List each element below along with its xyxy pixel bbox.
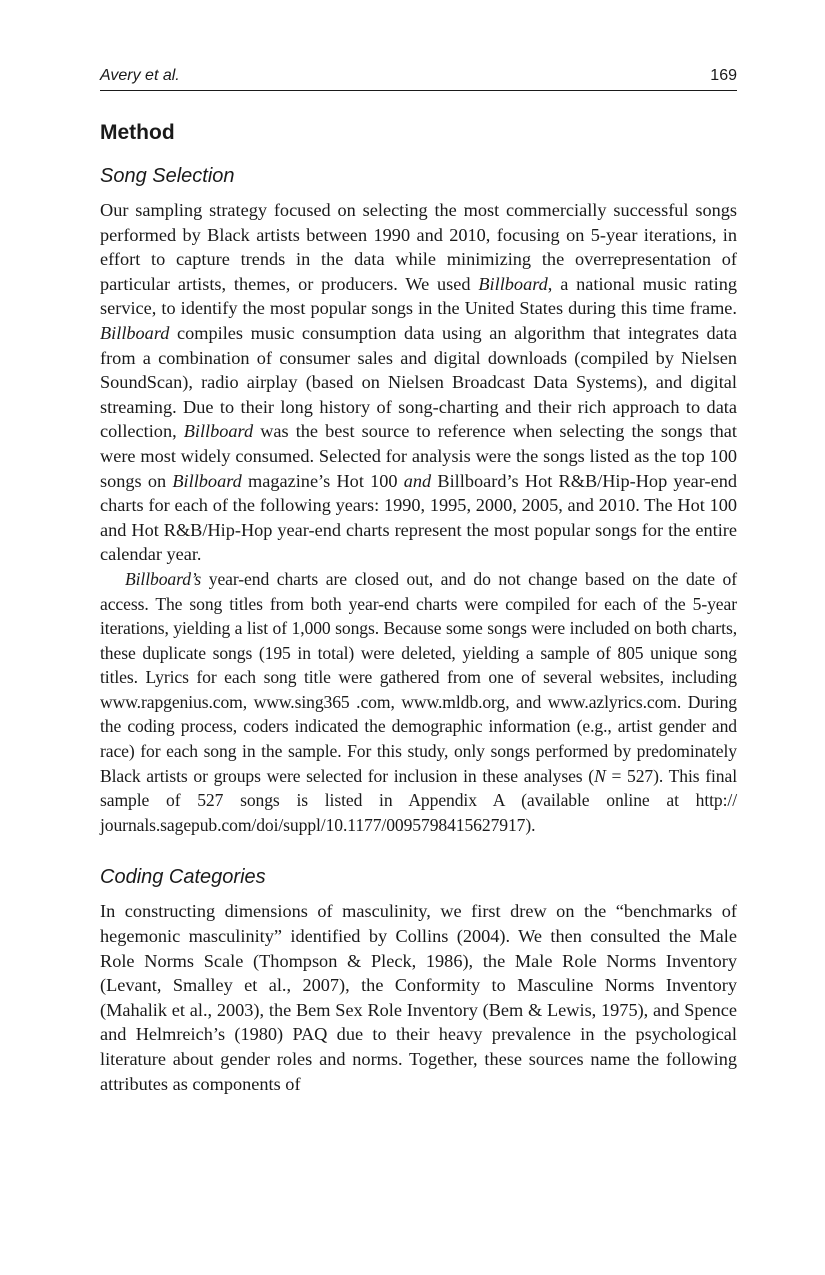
article-body: [100, 116, 737, 1096]
italic-run: and: [403, 470, 432, 491]
paragraph-song-selection-1: [100, 198, 737, 567]
page-number: 169: [710, 67, 737, 84]
text-run: Our sampling strategy focused on selecting the most commercially successful songs performed by Black artists between 1990 and 2010, focusing on 5-year iterations, in effort to capture trends in the data while minimizing the overrepresentation of particular artists, themes, or producers. We used: [100, 200, 737, 294]
text-run: was the best source to reference when selecting the songs that were most widely consumed. Selected for analysis were the songs listed as the top 100 songs on: [100, 421, 737, 491]
subheading-coding-categories: Coding Categories: [100, 866, 266, 889]
italic-run: Billboard: [172, 470, 242, 491]
text-run: , a national music rating service, to identify the most popular songs in the United States during this time frame.: [100, 273, 737, 319]
subheading-song-selection: Song Selection: [100, 165, 235, 187]
text-run: = 527). This final sample of 527 songs is listed in Appendix A (available online at http:// journals.sagepub.com/doi/suppl/10.1177/0095798415627917).: [100, 765, 737, 835]
paragraph-song-selection-2: [100, 567, 737, 838]
italic-run: Billboard: [100, 322, 170, 343]
text-run: year-end charts are closed out, and do not change based on the date of access. The song titles from both year-end charts were compiled for each of the 5-year iterations, yielding a list of 1,000 songs. Because some songs were included on both charts, these duplicate songs (195 in total) were deleted, yielding a sample of 805 unique song titles. Lyrics for each song title were gathered from one of several websites, including www.rapgenius.com, www.sing365 .com, www.mldb.org, and www.azlyrics.com. During the coding process, coders indicated the demographic information (e.g., artist gender and race) for each song in the sample. For this study, only songs performed by predominately Black artists or groups were selected for inclusion in these analyses (: [100, 568, 737, 786]
paragraph-coding-categories-1: In constructing dimensions of masculinity, we first drew on the “benchmarks of hegemonic masculinity” identified by Collins (2004). We then consulted the Male Role Norms Scale (Thompson & Pleck, 1986), the Male Role Norms Inventory (Levant, Smalley et al., 2007), the Conformity to Masculine Norms Inventory (Mahalik et al., 2003), the Bem Sex Role Inventory (Bem & Lewis, 1975), and Spence and Helmreich’s (1980) PAQ due to their heavy prevalence in the psychological literature about gender roles and norms. Together, these sources name the following attributes as components of: [100, 901, 737, 1094]
italic-run: Billboard’s: [125, 568, 202, 589]
italic-run: Billboard: [183, 421, 254, 442]
text-run: Billboard’s Hot R&B/Hip-Hop year-end charts for each of the following years: 1990, 1995, 2000, 2005, and 2010. The Hot 100 and Hot R&B/Hip-Hop year-end charts represent the most popular songs for the entire calendar year.: [100, 470, 738, 565]
italic-run: N: [594, 765, 606, 786]
running-head: [100, 64, 737, 91]
running-head-authors: Avery et al.: [100, 67, 180, 84]
text-run: compiles music consumption data using an algorithm that integrates data from a combination of consumer sales and digital downloads (compiled by Nielsen SoundScan), radio airplay (based on Nielsen Broadcast Data Systems), and digital streaming. Due to their long history of song-charting and their rich approach to data collection,: [100, 322, 737, 442]
text-run: magazine’s Hot 100: [241, 470, 404, 491]
italic-run: Billboard: [478, 273, 548, 294]
section-heading-method: Method: [100, 121, 175, 144]
